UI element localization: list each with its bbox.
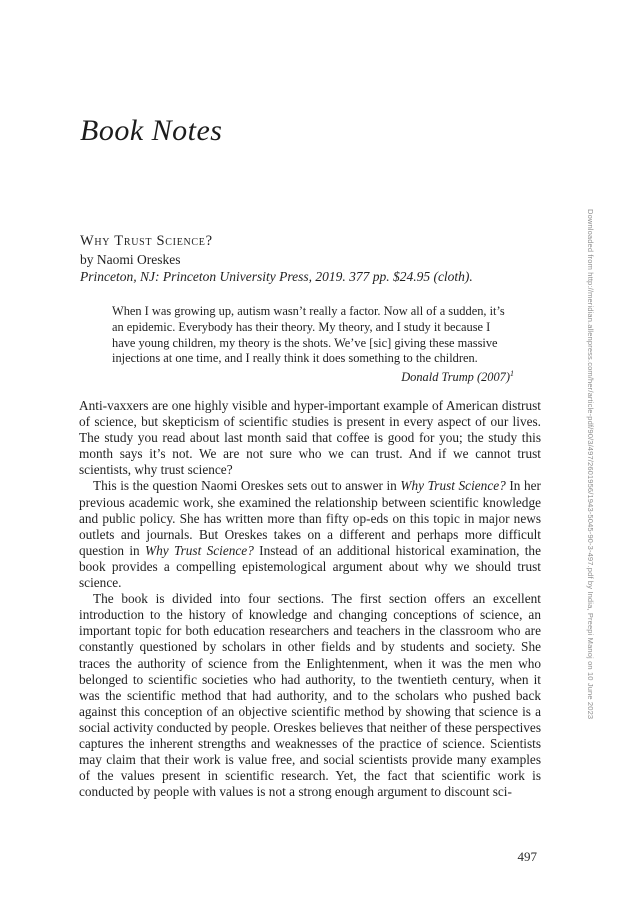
- book-publication: Princeton, NJ: Princeton University Press, 2019. 377 pp. $24.95 (cloth).: [80, 269, 473, 284]
- paragraph-text: The book is divided into four sections. The first section offers an excellent introduction to the history of knowledge and changing conceptions of science, an important topic for both education researchers and teachers in the classroom who are constantly questioned by scholars in other fields and by students and society. She traces the authority of science from the Enlightenment, when it was the men who belonged to scientific societies who had authority, to the twentieth century, when it was the scientific method that had authority, and to the scholars who pushed back against this conception of an objective scientific method by showing that science is a social activity conducted by people. Oreskes believes that neither of these perspectives captures the inherent strengths and weaknesses of the practice of science. Scientists may claim that their work is value free, and social scientists provide many examples of the values present in scientific research. Yet, the fact that scientific work is conducted by people with values is not a strong enough argument to discount sci-: [79, 591, 541, 800]
- page-number: 497: [517, 849, 537, 864]
- section-title: Book Notes: [80, 114, 223, 147]
- paragraph-text: This is the question Naomi Oreskes sets out to answer in: [93, 478, 401, 494]
- quote-attribution: [112, 370, 514, 386]
- body-paragraph: [79, 398, 541, 478]
- book-title: Why Trust Science?: [80, 233, 213, 249]
- body-text: [79, 398, 541, 800]
- footnote-marker: 1: [510, 369, 514, 379]
- italic-book-title-ref: Why Trust Science?: [400, 478, 506, 494]
- italic-book-title-ref: Why Trust Science?: [145, 542, 254, 558]
- download-watermark: Downloaded from http://meridian.allenpress.com/her/article-pdf/90/3/497/2601956/1943-5045-90-3-497.pdf by India, Preepi Manoj on 10 June 2023: [586, 209, 595, 720]
- epigraph-block: [112, 304, 514, 386]
- paragraph-text: Instead of an additional historical examination, the book provides a compelling epistemological argument about why we should trust science.: [79, 542, 541, 591]
- book-heading: [80, 233, 544, 286]
- paragraph-text: In her previous academic work, she examined the relationship between scientific knowledge and public policy. She has written more than fifty op-eds on this topic in major news outlets and journals. But Oreskes takes on a different and perhaps more difficult question in: [79, 478, 541, 558]
- body-paragraph: [79, 591, 541, 800]
- paragraph-text: Anti-vaxxers are one highly visible and hyper-important example of American distrust of science, but skepticism of scientific studies is present in every aspect of our lives. The study you read about last month said that coffee is good for you; the study this month says it’s not. We are not sure who we can trust. And if we cannot trust scientists, why trust science?: [79, 398, 541, 478]
- quote-attribution-text: Donald Trump (2007): [401, 370, 510, 385]
- book-author: by Naomi Oreskes: [80, 251, 181, 267]
- body-paragraph: [79, 478, 541, 591]
- epigraph-quote: When I was growing up, autism wasn’t really a factor. Now all of a sudden, it’s an epidemic. Everybody has their theory. My theory, and I study it because I have young children, my theory is the shots. We’ve [sic] giving these massive injections at one time, and I really think it does something to the children.: [112, 304, 505, 366]
